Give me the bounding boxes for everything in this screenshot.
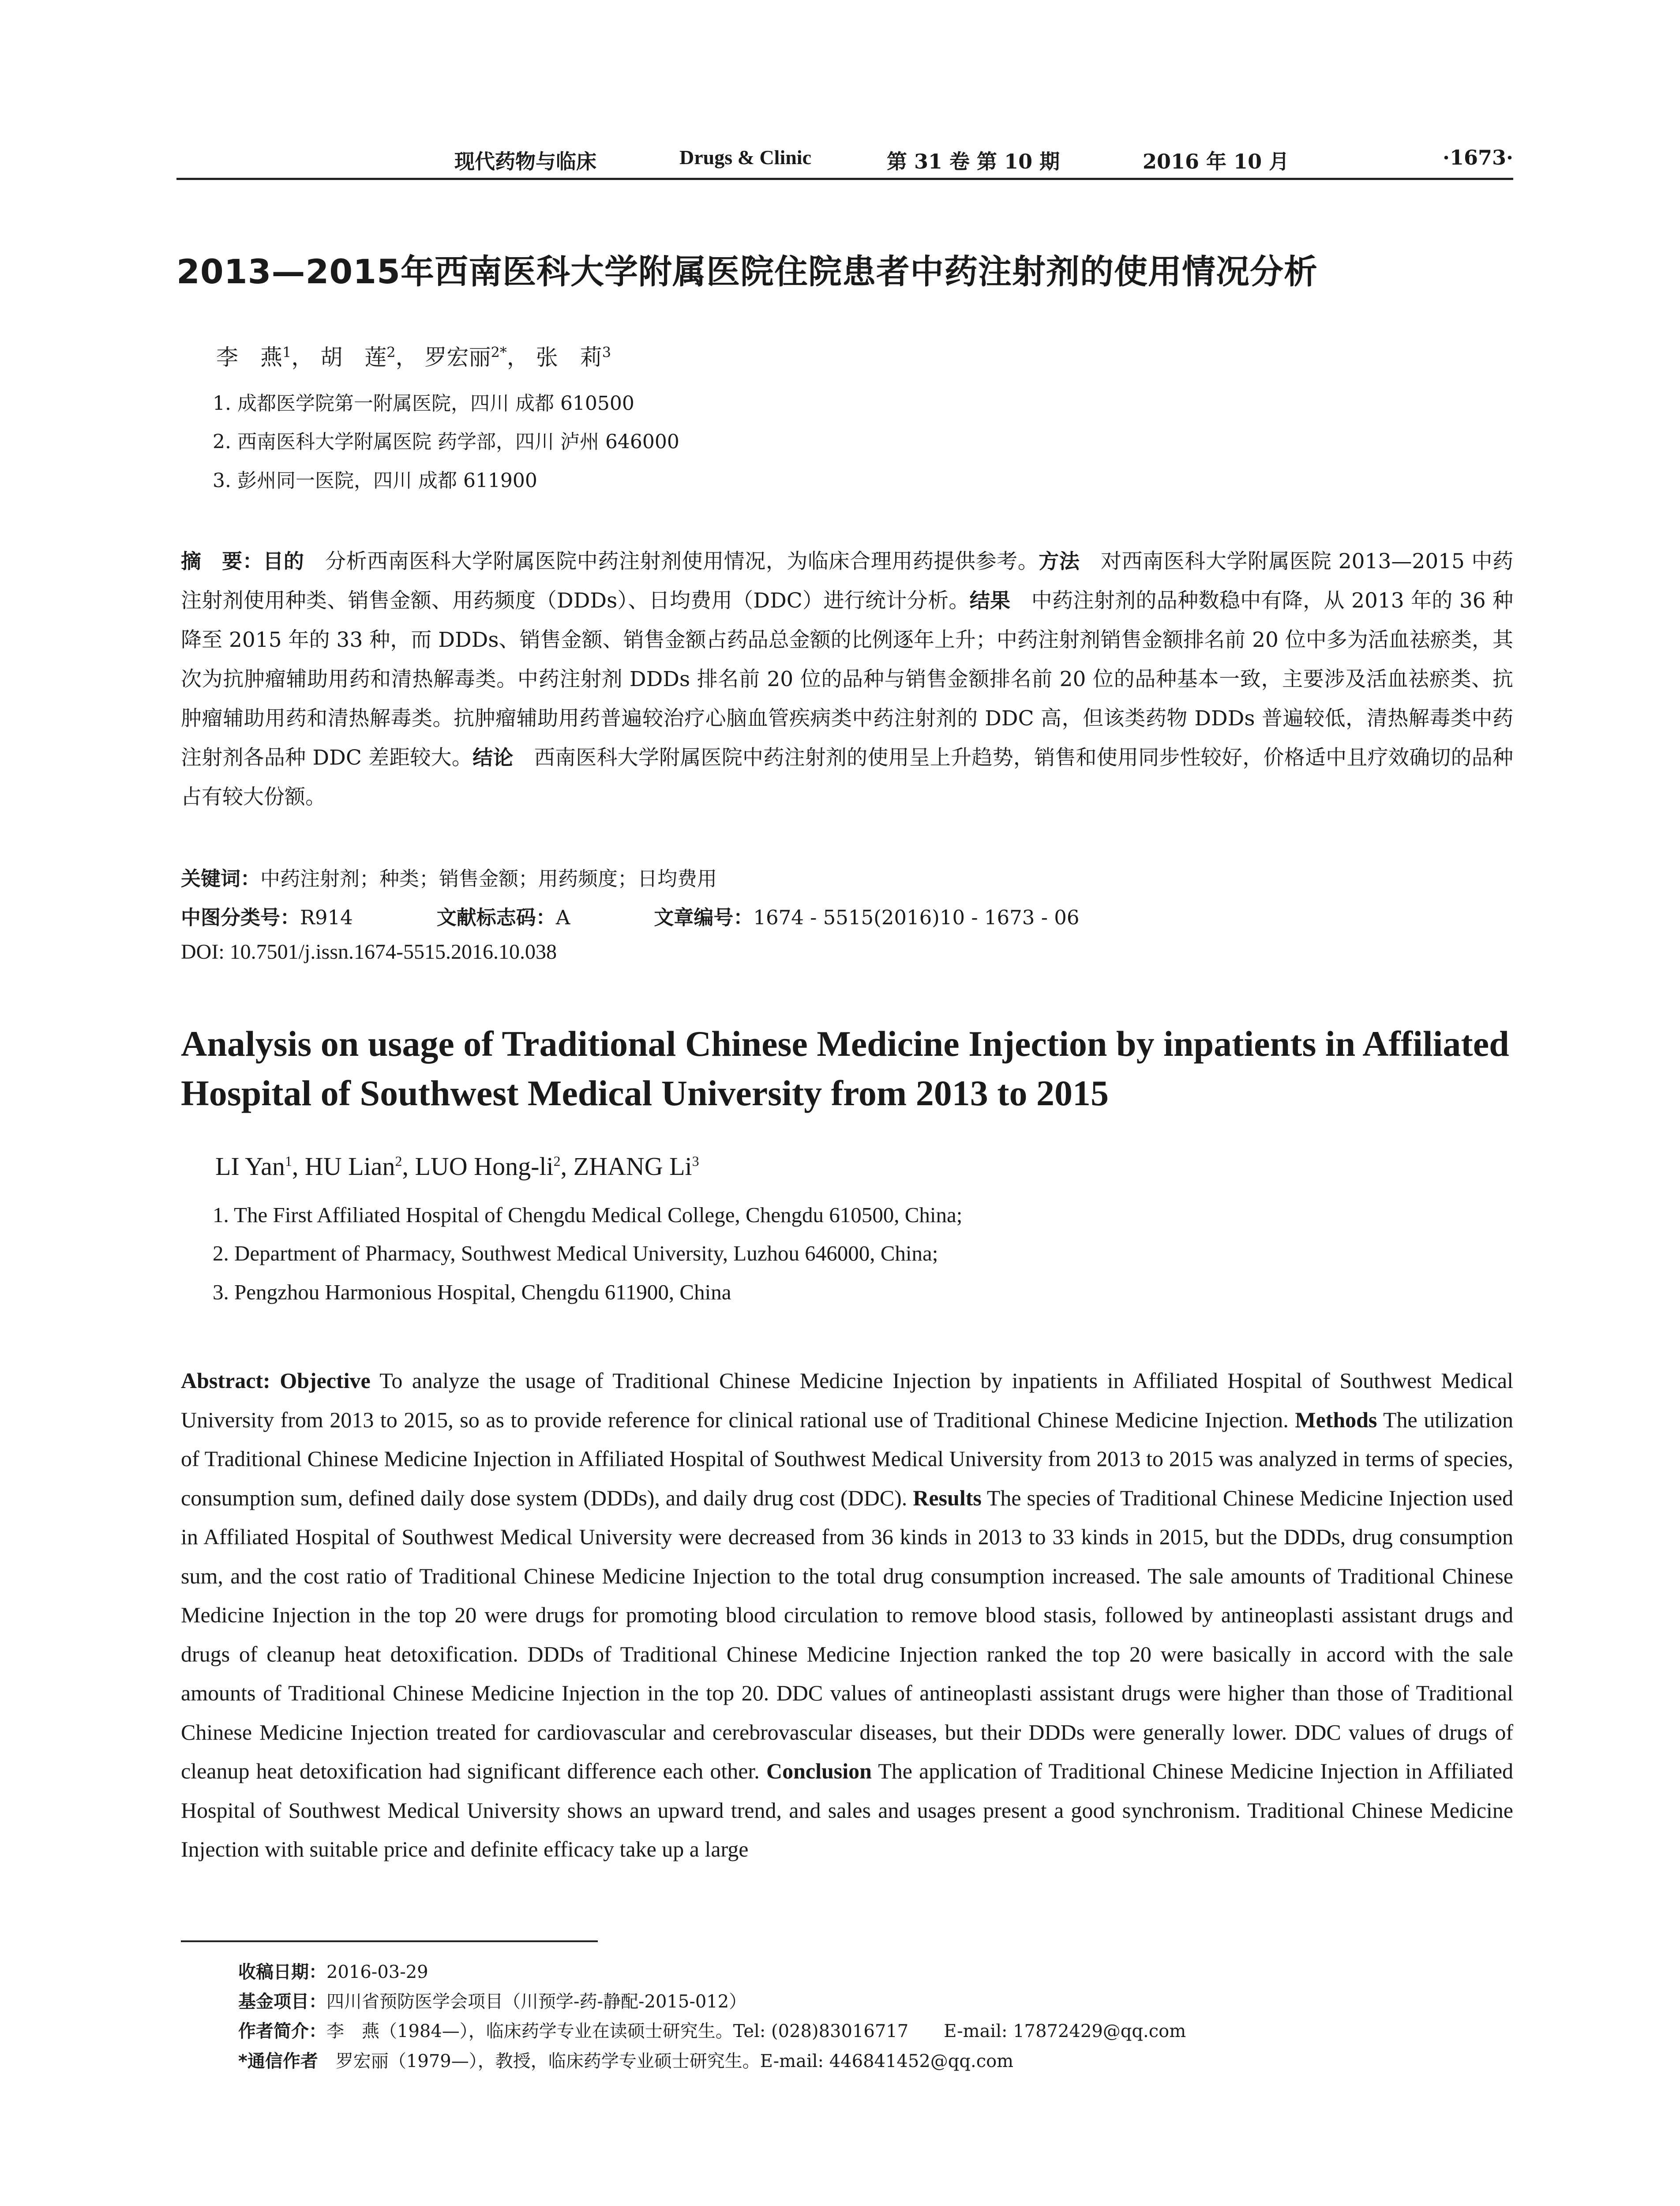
conclusion-label: Conclusion	[766, 1759, 872, 1783]
objective-text: To analyze the usage of Traditional Chinese Medicine Injection by inpatients in Affiliated Hospital of Southwest Medical University from 2013 to 2015, so as to provide reference for clinical rational use of Traditional Chinese Medicine Injection.	[181, 1368, 1514, 1432]
results-label: 结果	[969, 589, 1011, 612]
corresponding-label: *通信作者	[238, 2051, 318, 2071]
article-number-value: 1674 - 5515(2016)10 - 1673 - 06	[753, 906, 1080, 929]
journal-name-en: Drugs & Clinic	[679, 146, 811, 169]
methods-text: The utilization of Traditional Chinese Medicine Injection in Affiliated Hospital of Southwest Medical University from 2013 to 2015 was analyzed in terms of species, consumption sum, defined daily dose system (DDDs), and daily drug cost (DDC).	[181, 1407, 1513, 1510]
volume-issue: 第 31 卷 第 10 期	[887, 150, 1060, 173]
author-name: LUO Hong-li	[415, 1152, 554, 1181]
corresponding-text: 罗宏丽（1979—），教授，临床药学专业硕士研究生。E-mail: 446841452@qq.com	[318, 2051, 1014, 2071]
objective-label: 目的	[263, 549, 304, 573]
received-date: 2016-03-29	[326, 1962, 428, 1982]
affiliation-cn: 3. 彭州同一医院，四川 成都 611900	[213, 469, 537, 492]
abstract-en	[181, 1361, 1513, 1869]
methods-text: 对西南医科大学附属医院 2013—2015 中药注射剂使用种类、销售金额、用药频度（DDDs）、日均费用（DDC）进行统计分析。	[181, 549, 1514, 613]
footnote-author-bio	[238, 2017, 1186, 2042]
bio-email[interactable]: E-mail: 17872429@qq.com	[944, 2021, 1186, 2041]
running-header	[176, 146, 1513, 181]
affiliation-en: 2. Department of Pharmacy, Southwest Medical University, Luzhou 646000, China;	[213, 1241, 938, 1265]
title-cn: 2013—2015年西南医科大学附属医院住院患者中药注射剂的使用情况分析	[176, 252, 1318, 291]
objective-text: 分析西南医科大学附属医院中药注射剂使用情况，为临床合理用药提供参考。	[304, 549, 1039, 574]
bio-label: 作者简介：	[238, 2021, 326, 2041]
clc-label: 中图分类号：	[181, 906, 300, 929]
keywords-label: 关键词：	[181, 867, 261, 890]
author-affiliation-mark: 3	[692, 1153, 699, 1169]
fund-text: 四川省预防医学会项目（川预学-药-静配-2015-012）	[326, 1992, 747, 2012]
header-rule	[176, 178, 1513, 180]
abstract-label: Abstract:	[181, 1368, 270, 1393]
abstract-cn	[181, 542, 1513, 817]
affiliation-en: 1. The First Affiliated Hospital of Chengdu Medical College, Chengdu 610500, China;	[213, 1203, 963, 1227]
author-affiliation-mark: 2	[386, 344, 396, 361]
conclusion-text: 西南医科大学附属医院中药注射剂的使用呈上升趋势，销售和使用同步性较好，价格适中且疗效确切的品种占有较大份额。	[181, 746, 1514, 809]
affiliation-cn: 1. 成都医学院第一附属医院，四川 成都 610500	[213, 392, 634, 415]
author-affiliation-mark: 1	[282, 344, 292, 361]
footnote-corresponding	[238, 2047, 1013, 2072]
author-name: 罗宏丽	[424, 345, 491, 370]
methods-label: 方法	[1039, 549, 1080, 573]
clc-value: R914	[300, 906, 353, 929]
author-name: 胡 莲	[320, 345, 387, 370]
author-name: 李 燕	[216, 345, 282, 370]
keywords-text: 中药注射剂；种类；销售金额；用药频度；日均费用	[260, 867, 717, 890]
affiliation-en: 3. Pengzhou Harmonious Hospital, Chengdu 611900, China	[213, 1280, 731, 1304]
author-affiliation-mark: 2*	[491, 344, 507, 361]
received-label: 收稿日期：	[238, 1962, 326, 1982]
author-affiliation-mark: 1	[285, 1153, 292, 1169]
bio-text: 李 燕（1984—），临床药学专业在读硕士研究生。Tel: (028)83016717	[326, 2021, 909, 2041]
doc-code-value: A	[555, 906, 570, 929]
journal-name-cn: 现代药物与临床	[454, 150, 596, 173]
fund-label: 基金项目：	[238, 1992, 326, 2012]
author-affiliation-mark: 3	[602, 344, 611, 361]
issue-date: 2016 年 10 月	[1143, 150, 1290, 173]
authors-en: LI Yan$^1$, HU Lian$^2$, LUO Hong-$li^2$, ZHANG Li$^3$	[215, 1152, 699, 1181]
author-name: 张 莉	[536, 345, 602, 370]
authors-cn: 李 燕$^1$， 胡 莲$^2$， 罗宏丽$^{2*}$， 张 莉$^3$	[216, 344, 611, 370]
title-en: Analysis on usage of Traditional Chinese Medicine Injection by inpatients in Affiliated Hospital of Southwest Medical University from 2013 to 2015	[181, 1024, 1509, 1113]
doi-link[interactable]: DOI: 10.7501/j.issn.1674-5515.2016.10.038	[181, 940, 557, 964]
author-name: LI Yan	[215, 1152, 285, 1181]
author-name: HU Lian	[304, 1152, 395, 1181]
abstract-label: 摘 要：	[181, 549, 263, 573]
footnote-received	[238, 1958, 428, 1983]
objective-label: Objective	[280, 1368, 371, 1393]
doc-code-label: 文献标志码：	[436, 906, 556, 929]
affiliation-cn: 2. 西南医科大学附属医院 药学部，四川 泸州 646000	[213, 431, 679, 453]
author-affiliation-mark: 2	[395, 1153, 402, 1169]
footnote-fund	[238, 1988, 746, 2013]
author-affiliation-mark: 2	[553, 1153, 561, 1169]
results-text: 中药注射剂的品种数稳中有降，从 2013 年的 36 种降至 2015 年的 33 种，而 DDDs、销售金额、销售金额占药品总金额的比例逐年上升；中药注射剂销售金额排名前 20 位中多为活血祛瘀类，其次为抗肿瘤辅助用药和清热解毒类。中药注射剂 DDDs 排名前 20 位的品种与销售金额排名前 20 位的品种基本一致，主要涉及活血祛瘀类、抗肿瘤辅助用药和清热解毒类。抗肿瘤辅助用药普遍较治疗心脑血管疾病类中药注射剂的 DDC 高，但该类药物 DDDs 普遍较低，清热解毒类中药注射剂各品种 DDC 差距较大。	[181, 589, 1513, 770]
classification-line	[181, 901, 1163, 930]
page-number: ·1673·	[1442, 146, 1513, 169]
keywords-cn	[181, 863, 717, 891]
methods-label: Methods	[1295, 1407, 1377, 1432]
article-number-label: 文章编号：	[654, 906, 754, 929]
author-name: ZHANG Li	[573, 1152, 692, 1181]
results-text: The species of Traditional Chinese Medicine Injection used in Affiliated Hospital of Southwest Medical University were decreased from 36 kinds in 2013 to 33 kinds in 2015, but the DDDs, drug consumption sum, and the cost ratio of Traditional Chinese Medicine Injection to the total drug consumption increased. The sale amounts of Traditional Chinese Medicine Injection in the top 20 were drugs for promoting blood circulation to remove blood stasis, followed by antineoplasti assistant drugs and drugs of cleanup heat detoxification. DDDs of Traditional Chinese Medicine Injection ranked the top 20 were basically in accord with the sale amounts of Traditional Chinese Medicine Injection in the top 20. DDC values of antineoplasti assistant drugs were higher than those of Traditional Chinese Medicine Injection treated for cardiovascular and cerebrovascular diseases, but their DDDs were generally lower. DDC values of drugs of cleanup heat detoxification had significant difference each other.	[181, 1485, 1513, 1783]
results-label: Results	[913, 1485, 982, 1510]
conclusion-label: 结论	[472, 746, 514, 769]
conclusion-text: The application of Traditional Chinese Medicine Injection in Affiliated Hospital of Southwest Medical University shows an upward trend, and sales and usages present a good synchronism. Traditional Chinese Medicine Injection with suitable price and definite efficacy take up a large	[181, 1759, 1514, 1861]
footnote-rule	[181, 1940, 598, 1942]
